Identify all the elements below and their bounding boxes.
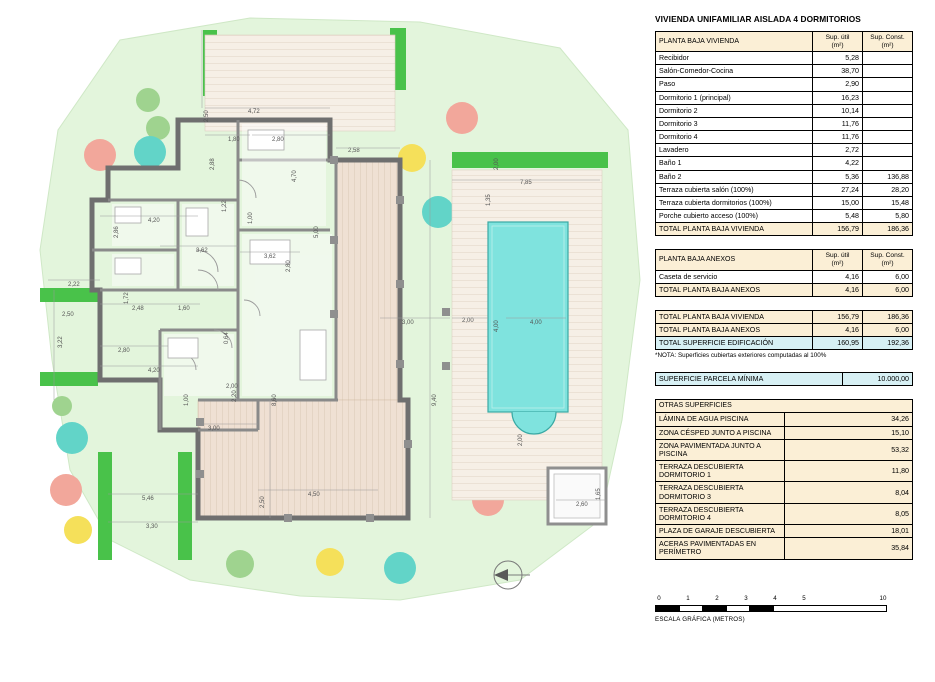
svg-text:5,46: 5,46 — [142, 496, 154, 502]
table-row — [656, 373, 913, 386]
svg-text:1,35: 1,35 — [486, 194, 492, 206]
svg-text:4,72: 4,72 — [248, 109, 260, 115]
table-row: Dormitorio 3 11,76 — [656, 117, 913, 130]
table-total-row: TOTAL PLANTA BAJA VIVIENDA 156,79 186,36 — [656, 223, 913, 236]
table-row: Baño 2 5,36 136,88 — [656, 170, 913, 183]
table-otras-superficies — [655, 399, 913, 559]
svg-text:2,48: 2,48 — [132, 306, 144, 312]
table-row: Terraza cubierta salón (100%) 27,24 28,20 — [656, 183, 913, 196]
svg-text:3,62: 3,62 — [264, 254, 276, 260]
scale-bar — [655, 605, 887, 612]
svg-text:8,60: 8,60 — [272, 394, 278, 406]
table-row: Paso 2,90 — [656, 78, 913, 91]
table-resumen-superficies — [655, 310, 913, 350]
table-row: Dormitorio 4 11,76 — [656, 131, 913, 144]
table-total-row: TOTAL PLANTA BAJA ANEXOS 4,16 6,00 — [656, 283, 913, 296]
table-total-row: TOTAL SUPERFICIE EDIFICACIÓN 160,95 192,36 — [656, 337, 913, 350]
scale-tick: 10 — [879, 595, 887, 602]
svg-text:2,86: 2,86 — [114, 226, 120, 238]
svg-text:4,00: 4,00 — [530, 320, 542, 326]
svg-text:2,00: 2,00 — [462, 318, 474, 324]
svg-text:1,00: 1,00 — [248, 212, 254, 224]
svg-text:3,00: 3,00 — [402, 320, 414, 326]
col-sup-util: Sup. útil (m²) — [813, 32, 863, 52]
table-row: Caseta de servicio 4,16 6,00 — [656, 270, 913, 283]
svg-text:2,60: 2,60 — [576, 502, 588, 508]
spacer — [655, 236, 925, 249]
table-header-row — [656, 400, 913, 413]
svg-text:7,85: 7,85 — [520, 180, 532, 186]
otras-superficies-title: OTRAS SUPERFICIES — [656, 400, 913, 413]
table-row: TOTAL PLANTA BAJA VIVIENDA 156,79 186,36 — [656, 310, 913, 323]
table-header-row — [656, 32, 913, 52]
table-row: Salón-Comedor-Cocina 38,70 — [656, 65, 913, 78]
table-row: ZONA PAVIMENTADA JUNTO A PISCINA 53,32 — [656, 439, 913, 460]
table-row: ZONA CÉSPED JUNTO A PISCINA 15,10 — [656, 426, 913, 439]
scale-tick: 4 — [773, 595, 777, 602]
surface-note: *NOTA: Superficies cubiertas exteriores computadas al 100% — [655, 352, 827, 360]
scale-caption: ESCALA GRÁFICA (METROS) — [655, 616, 745, 623]
scale-tick: 3 — [744, 595, 748, 602]
svg-text:3,22: 3,22 — [58, 336, 64, 348]
svg-text:2,00: 2,00 — [494, 158, 500, 170]
svg-text:2,00: 2,00 — [518, 434, 524, 446]
parcela-label: SUPERFICIE PARCELA MÍNIMA — [656, 373, 843, 386]
svg-text:4,50: 4,50 — [308, 492, 320, 498]
col-sup-const: Sup. Const. (m²) — [863, 250, 913, 270]
svg-text:1,65: 1,65 — [596, 488, 602, 500]
svg-text:4,70: 4,70 — [292, 170, 298, 182]
surface-schedule-panel — [655, 14, 925, 560]
table-header-row — [656, 250, 913, 270]
table-row: Baño 1 4,22 — [656, 157, 913, 170]
svg-text:5,00: 5,00 — [314, 226, 320, 238]
svg-text:3,00: 3,00 — [208, 426, 220, 432]
parcela-value: 10.000,00 — [843, 373, 913, 386]
svg-text:2,20: 2,20 — [232, 390, 238, 402]
svg-text:3,30: 3,30 — [146, 524, 158, 530]
document-title: VIVIENDA UNIFAMILIAR AISLADA 4 DORMITORIOS — [655, 14, 861, 24]
table-row: Recibidor 5,28 — [656, 52, 913, 65]
svg-text:2,80: 2,80 — [118, 348, 130, 354]
scale-tick: 0 — [657, 595, 661, 602]
col-annex-name: PLANTA BAJA ANEXOS — [656, 250, 813, 270]
table-row: TERRAZA DESCUBIERTA DORMITORIO 4 8,05 — [656, 503, 913, 524]
svg-text:2,22: 2,22 — [68, 282, 80, 288]
svg-text:4,20: 4,20 — [148, 368, 160, 374]
scale-ticks — [655, 595, 887, 604]
table-row: LÁMINA DE AGUA PISCINA 34,26 — [656, 413, 913, 426]
col-sup-const: Sup. Const. (m²) — [863, 32, 913, 52]
table-row: Terraza cubierta dormitorios (100%) 15,00 15,48 — [656, 196, 913, 209]
table-row: ACERAS PAVIMENTADAS EN PERÍMETRO 35,84 — [656, 538, 913, 559]
svg-text:2,88: 2,88 — [210, 158, 216, 170]
graphic-scale — [655, 595, 905, 623]
svg-text:2,50: 2,50 — [204, 110, 210, 122]
col-sup-util: Sup. útil (m²) — [813, 250, 863, 270]
table-parcela-minima — [655, 372, 913, 386]
table-row: Lavadero 2,72 — [656, 144, 913, 157]
svg-text:1,22: 1,22 — [222, 200, 228, 212]
spacer — [655, 359, 925, 372]
svg-text:2,80: 2,80 — [272, 137, 284, 143]
svg-text:4,20: 4,20 — [148, 218, 160, 224]
svg-text:9,40: 9,40 — [432, 394, 438, 406]
scale-tick: 2 — [715, 595, 719, 602]
svg-text:1,80: 1,80 — [228, 137, 240, 143]
svg-text:2,58: 2,58 — [348, 148, 360, 154]
table-row: TERRAZA DESCUBIERTA DORMITORIO 3 8,04 — [656, 482, 913, 503]
svg-text:1,00: 1,00 — [184, 394, 190, 406]
svg-text:3,62: 3,62 — [196, 248, 208, 254]
table-row: Porche cubierto acceso (100%) 5,48 5,80 — [656, 210, 913, 223]
svg-text:0,64: 0,64 — [224, 332, 230, 344]
table-row: Dormitorio 2 10,14 — [656, 104, 913, 117]
table-planta-baja-anexos — [655, 249, 913, 296]
svg-text:1,72: 1,72 — [124, 292, 130, 304]
spacer — [655, 386, 925, 399]
svg-text:2,80: 2,80 — [286, 260, 292, 272]
table-row: TERRAZA DESCUBIERTA DORMITORIO 1 11,80 — [656, 461, 913, 482]
scale-tick: 5 — [802, 595, 806, 602]
table-row: PLAZA DE GARAJE DESCUBIERTA 18,01 — [656, 525, 913, 538]
table-row: Dormitorio 1 (principal) 16,23 — [656, 91, 913, 104]
col-room-name: PLANTA BAJA VIVIENDA — [656, 32, 813, 52]
table-planta-baja-vivienda — [655, 31, 913, 236]
scale-tick: 1 — [686, 595, 690, 602]
table-row: TOTAL PLANTA BAJA ANEXOS 4,16 6,00 — [656, 323, 913, 336]
svg-text:4,00: 4,00 — [494, 320, 500, 332]
svg-text:2,00: 2,00 — [226, 384, 238, 390]
spacer — [655, 297, 925, 310]
svg-text:1,60: 1,60 — [178, 306, 190, 312]
swimming-pool — [488, 222, 568, 434]
svg-text:2,50: 2,50 — [260, 496, 266, 508]
svg-text:2,50: 2,50 — [62, 312, 74, 318]
